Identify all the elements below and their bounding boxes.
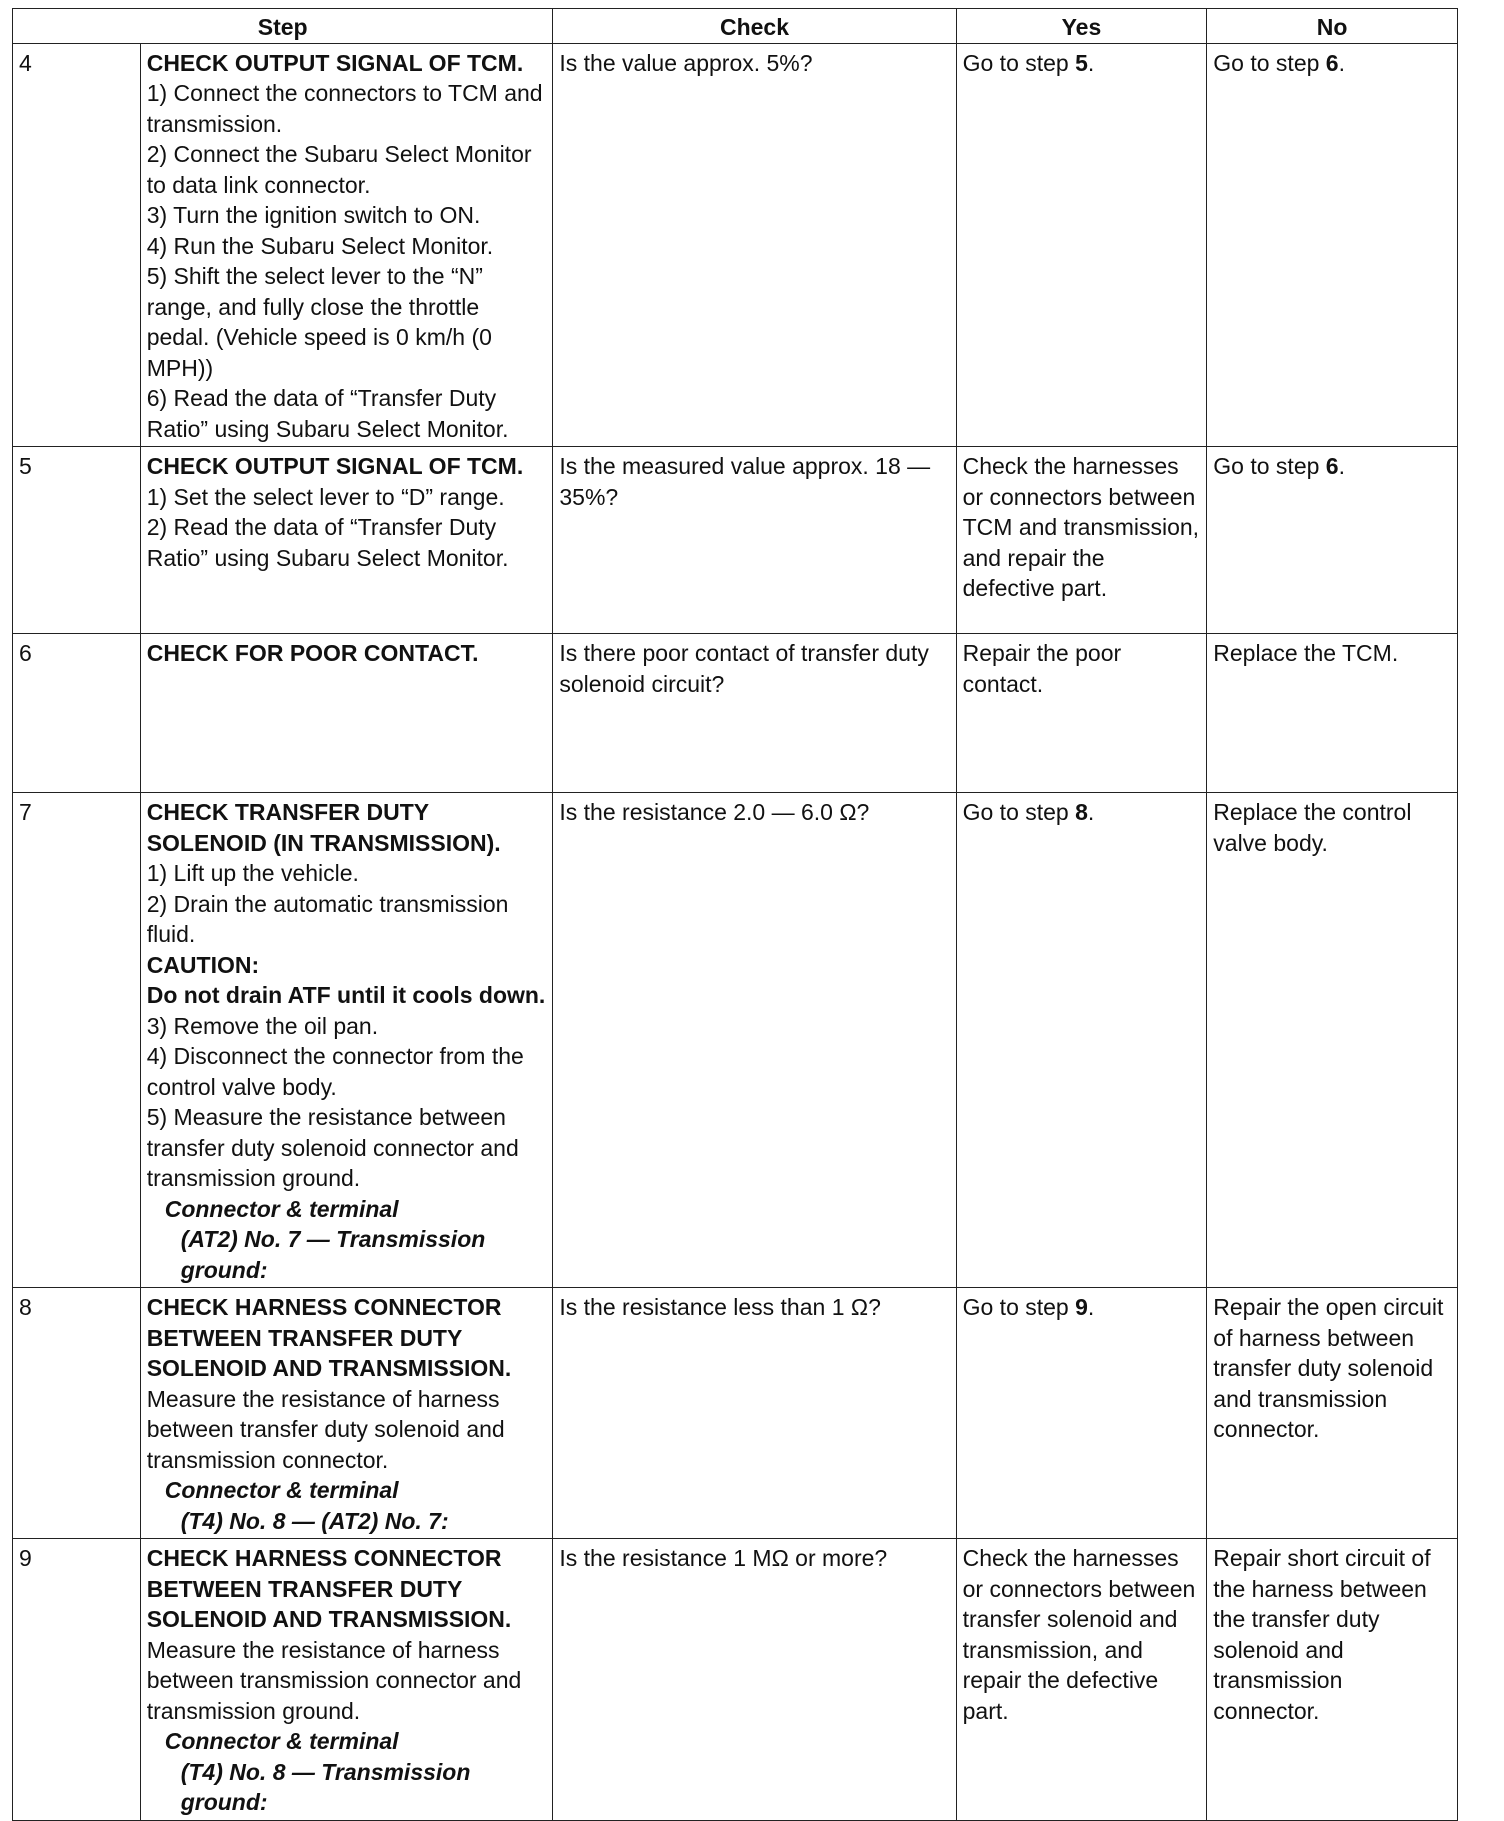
yes-prefix: Go to step <box>962 799 1076 825</box>
caution-heading: CAUTION: <box>146 951 260 978</box>
connector-terminal-value: (T4) No. 8 — (AT2) No. 7: <box>180 1507 449 1534</box>
step-instruction: Measure the resistance of harness between transmission connector and transmission ground. <box>146 1636 522 1724</box>
yes-cell <box>956 1288 1207 1539</box>
step-instruction: 1) Set the select lever to “D” range. <box>146 483 505 510</box>
yes-cell: Check the harnesses or connectors between TCM and transmission, and repair the defective part. <box>956 447 1207 634</box>
step-description <box>140 43 553 447</box>
step-title: CHECK TRANSFER DUTY SOLENOID (IN TRANSMISSION). <box>146 799 501 856</box>
no-cell: Replace the TCM. <box>1207 634 1458 793</box>
step-description <box>140 1539 553 1821</box>
step-instruction: 5) Measure the resistance between transfer duty solenoid connector and transmission ground. <box>146 1104 519 1191</box>
table-row <box>13 634 1458 793</box>
no-prefix: Go to step <box>1213 453 1326 479</box>
no-cell <box>1207 43 1458 447</box>
connector-terminal-value: (AT2) No. 7 — Transmission ground: <box>180 1226 486 1283</box>
no-suffix: . <box>1338 453 1345 479</box>
step-description <box>140 1288 553 1539</box>
yes-cell <box>956 793 1207 1288</box>
step-instruction: 6) Read the data of “Transfer Duty Ratio” using Subaru Select Monitor. <box>146 385 509 442</box>
step-instruction: 3) Remove the oil pan. <box>146 1012 379 1039</box>
header-step: Step <box>13 9 553 44</box>
no-cell: Repair the open circuit of harness between transfer duty solenoid and transmission connector. <box>1207 1288 1458 1539</box>
no-suffix: . <box>1338 49 1345 76</box>
yes-step-ref: 5 <box>1075 49 1088 76</box>
step-instruction: 2) Read the data of “Transfer Duty Ratio” using Subaru Select Monitor. <box>146 514 509 571</box>
step-instruction: 3) Turn the ignition switch to ON. <box>146 202 481 228</box>
yes-cell: Repair the poor contact. <box>956 634 1207 793</box>
table-header-row <box>13 9 1458 44</box>
table-row <box>13 793 1458 1288</box>
check-cell: Is the measured value approx. 18 — 35%? <box>553 447 956 634</box>
no-step-ref: 6 <box>1325 453 1339 479</box>
step-description <box>140 634 553 793</box>
yes-suffix: . <box>1087 799 1095 825</box>
step-number: 8 <box>13 1288 141 1539</box>
check-cell: Is there poor contact of transfer duty solenoid circuit? <box>553 634 956 793</box>
connector-terminal-label: Connector & terminal <box>164 1195 399 1222</box>
step-instruction: 2) Drain the automatic transmission fluid. <box>146 890 509 947</box>
no-step-ref: 6 <box>1325 49 1339 76</box>
step-number: 7 <box>13 793 141 1288</box>
yes-prefix: Go to step <box>962 49 1076 76</box>
no-cell <box>1207 447 1458 634</box>
step-instruction: Measure the resistance of harness between transfer duty solenoid and transmission connector. <box>146 1385 505 1473</box>
step-instruction: 1) Connect the connectors to TCM and transmission. <box>146 80 543 137</box>
step-description <box>140 793 553 1288</box>
step-description <box>140 447 553 634</box>
table-row <box>13 43 1458 447</box>
check-cell: Is the resistance 2.0 — 6.0 Ω? <box>553 793 956 1288</box>
step-instruction: 5) Shift the select lever to the “N” range, and fully close the throttle pedal. (Vehicle speed is 0 km/h (0 MPH)) <box>146 263 492 381</box>
yes-cell: Check the harnesses or connectors between transfer solenoid and transmission, and repair the defective part. <box>956 1539 1207 1821</box>
step-number: 9 <box>13 1539 141 1821</box>
connector-terminal-value: (T4) No. 8 — Transmission ground: <box>180 1758 471 1815</box>
check-cell: Is the resistance 1 MΩ or more? <box>553 1539 956 1821</box>
table-row <box>13 447 1458 634</box>
no-prefix: Go to step <box>1213 49 1326 76</box>
yes-suffix: . <box>1087 49 1095 76</box>
table-row <box>13 1288 1458 1539</box>
yes-cell <box>956 43 1207 447</box>
check-cell: Is the value approx. 5%? <box>553 43 956 447</box>
yes-step-ref: 9 <box>1075 1294 1088 1320</box>
step-title: CHECK HARNESS CONNECTOR BETWEEN TRANSFER DUTY SOLENOID AND TRANSMISSION. <box>146 1294 512 1381</box>
step-title: CHECK OUTPUT SIGNAL OF TCM. <box>146 49 524 76</box>
step-number: 6 <box>13 634 141 793</box>
step-title: CHECK OUTPUT SIGNAL OF TCM. <box>146 453 524 479</box>
table-row <box>13 1539 1458 1821</box>
check-cell: Is the resistance less than 1 Ω? <box>553 1288 956 1539</box>
step-title: CHECK FOR POOR CONTACT. <box>146 640 479 666</box>
header-check: Check <box>553 9 956 44</box>
connector-terminal-label: Connector & terminal <box>164 1477 399 1503</box>
no-cell: Repair short circuit of the harness between the transfer duty solenoid and transmission connector. <box>1207 1539 1458 1821</box>
no-cell: Replace the control valve body. <box>1207 793 1458 1288</box>
header-no: No <box>1207 9 1458 44</box>
step-instruction: 1) Lift up the vehicle. <box>146 860 359 886</box>
yes-prefix: Go to step <box>962 1294 1076 1320</box>
diagnostic-procedure-table <box>12 8 1458 1821</box>
step-instruction: 4) Disconnect the connector from the control valve body. <box>146 1043 524 1100</box>
step-number: 4 <box>13 43 141 447</box>
step-instruction: 2) Connect the Subaru Select Monitor to data link connector. <box>146 141 532 198</box>
step-instruction: 4) Run the Subaru Select Monitor. <box>146 232 494 259</box>
yes-step-ref: 8 <box>1075 799 1088 825</box>
step-number: 5 <box>13 447 141 634</box>
caution-text: Do not drain ATF until it cools down. <box>146 982 546 1008</box>
header-yes: Yes <box>956 9 1207 44</box>
step-title: CHECK HARNESS CONNECTOR BETWEEN TRANSFER DUTY SOLENOID AND TRANSMISSION. <box>146 1545 512 1632</box>
connector-terminal-label: Connector & terminal <box>164 1728 399 1754</box>
yes-suffix: . <box>1087 1294 1095 1320</box>
